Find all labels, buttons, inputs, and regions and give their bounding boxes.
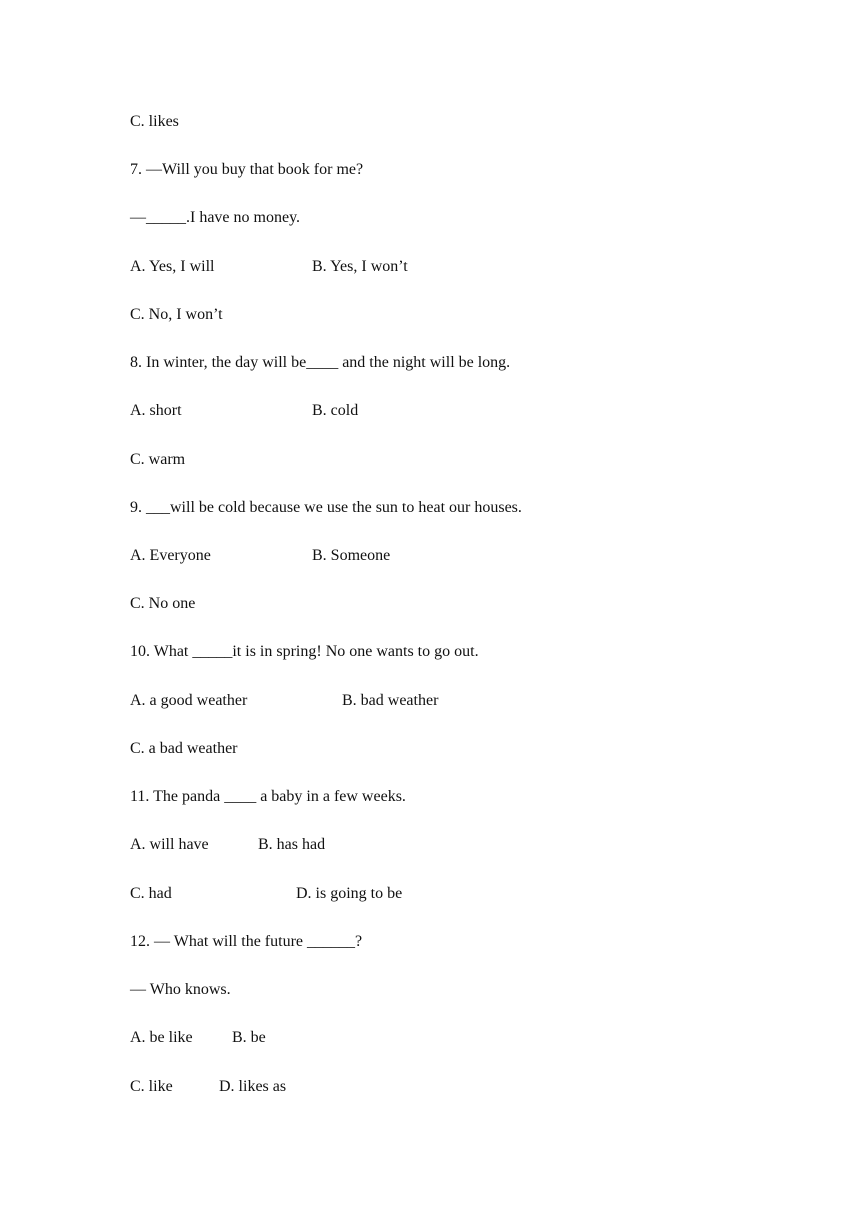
q12-option-d: D. likes as — [219, 1078, 287, 1095]
q12-options-cd — [130, 1075, 287, 1099]
q8-question: 8. In winter, the day will be____ and the night will be long. — [130, 354, 511, 371]
q9-option-a: A. Everyone — [130, 547, 211, 564]
q12-option-c: C. like — [130, 1078, 173, 1095]
q11-option-a: A. will have — [130, 836, 209, 853]
q12-response: — Who knows. — [130, 981, 231, 998]
q12-option-a: A. be like — [130, 1029, 193, 1046]
q8-options-ab — [130, 399, 359, 423]
q7-question: 7. —Will you buy that book for me? — [130, 161, 364, 178]
q10-option-c: C. a bad weather — [130, 740, 238, 757]
q7-options-ab — [130, 255, 408, 279]
q7-option-c: C. No, I won’t — [130, 306, 223, 323]
q11-option-b: B. has had — [258, 836, 326, 853]
q10-option-b: B. bad weather — [342, 692, 439, 709]
q11-options-cd — [130, 882, 403, 906]
q9-options-ab — [130, 544, 391, 568]
q10-options-ab — [130, 689, 439, 713]
q9-question: 9. ___will be cold because we use the sun to heat our houses. — [130, 499, 522, 516]
q10-option-a: A. a good weather — [130, 692, 248, 709]
q8-option-a: A. short — [130, 402, 182, 419]
q8-option-b: B. cold — [312, 402, 359, 419]
q7-option-a: A. Yes, I will — [130, 258, 215, 275]
q7-option-b: B. Yes, I won’t — [312, 258, 408, 275]
q12-option-b: B. be — [232, 1029, 266, 1046]
q12-options-ab — [130, 1026, 266, 1050]
q6-option-c: C. likes — [130, 113, 179, 130]
q11-question: 11. The panda ____ a baby in a few weeks. — [130, 788, 406, 805]
q7-response: —_____.I have no money. — [130, 209, 301, 226]
q12-question: 12. — What will the future ______? — [130, 933, 363, 950]
q10-question: 10. What _____it is in spring! No one wants to go out. — [130, 643, 479, 660]
q11-option-d: D. is going to be — [296, 885, 403, 902]
q8-option-c: C. warm — [130, 451, 186, 468]
q11-option-c: C. had — [130, 885, 172, 902]
q11-options-ab — [130, 833, 326, 857]
q9-option-c: C. No one — [130, 595, 196, 612]
q9-option-b: B. Someone — [312, 547, 391, 564]
